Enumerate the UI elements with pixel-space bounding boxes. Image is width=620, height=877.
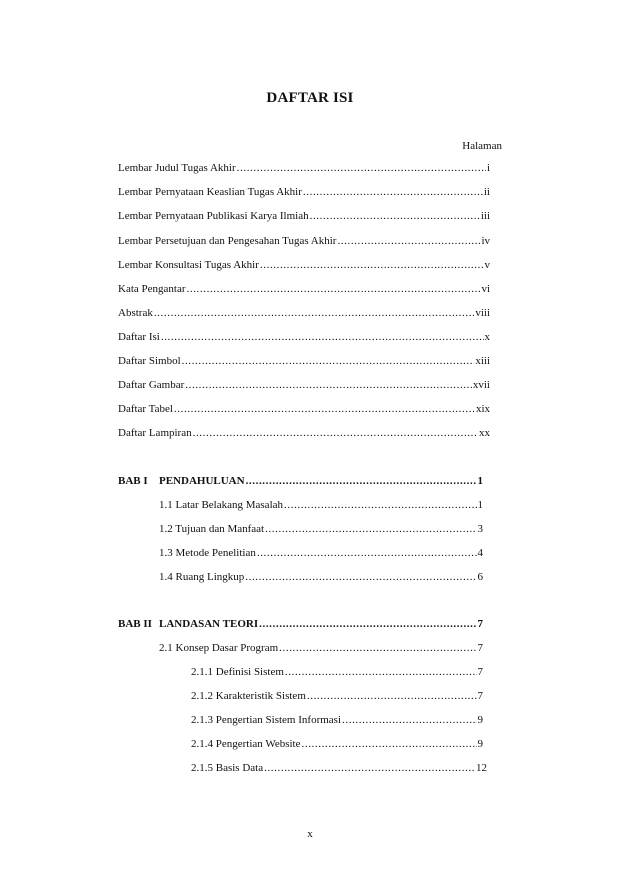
chapter-title: PENDAHULUAN	[159, 475, 245, 487]
page-number-footer: x	[307, 828, 313, 840]
toc-entry-label: Daftar Gambar	[118, 379, 185, 391]
toc-entry-label: Daftar Isi	[118, 331, 160, 343]
dot-leader	[337, 234, 480, 248]
toc-entry-label: Daftar Lampiran	[118, 427, 192, 439]
toc-entry-page: viii	[475, 307, 490, 319]
toc-entry-page: 3	[477, 523, 483, 535]
toc-entry-page: v	[484, 259, 490, 271]
toc-entry-label: 2.1 Konsep Dasar Program	[159, 642, 279, 654]
toc-entry-page: 12	[476, 762, 487, 774]
toc-section[interactable]	[159, 641, 483, 655]
toc-section[interactable]	[159, 498, 483, 512]
toc-entry[interactable]	[118, 330, 490, 344]
toc-subsection[interactable]	[191, 713, 483, 727]
toc-entry-label: 1.1 Latar Belakang Masalah	[159, 499, 284, 511]
toc-entry[interactable]	[118, 209, 490, 223]
toc-subsection[interactable]	[191, 761, 487, 775]
toc-entry-page: xx	[479, 427, 490, 439]
page-title: DAFTAR ISI	[266, 90, 354, 106]
toc-entry-label: Lembar Pernyataan Keaslian Tugas Akhir	[118, 186, 302, 198]
toc-entry-page: iv	[481, 235, 490, 247]
toc-entry-page: 6	[477, 571, 483, 583]
dot-leader	[310, 209, 480, 223]
toc-chapter-bab2[interactable]	[118, 617, 483, 631]
chapter-title: LANDASAN TEORI	[159, 618, 259, 630]
toc-entry-page: iii	[480, 210, 490, 222]
toc-entry-page: vi	[481, 283, 490, 295]
toc-entry-label: 1.4 Ruang Lingkup	[159, 571, 245, 583]
dot-leader	[307, 689, 477, 703]
toc-entry-page: 9	[477, 714, 483, 726]
toc-entry[interactable]	[118, 185, 490, 199]
dot-leader	[260, 258, 484, 272]
toc-entry[interactable]	[118, 234, 490, 248]
toc-entry-label: 2.1.4 Pengertian Website	[191, 738, 301, 750]
toc-entry[interactable]	[118, 258, 490, 272]
toc-entry-page: xiii	[475, 355, 490, 367]
toc-entry-label: Lembar Pernyataan Publikasi Karya Ilmiah	[118, 210, 309, 222]
dot-leader	[154, 306, 475, 320]
chapter-heading	[118, 617, 258, 631]
dot-leader	[285, 665, 477, 679]
chapter-code: BAB II	[118, 618, 152, 630]
chapter-heading	[118, 474, 245, 488]
toc-entry-page: 9	[477, 738, 483, 750]
dot-leader	[259, 617, 476, 631]
toc-entry-label: 2.1.3 Pengertian Sistem Informasi	[191, 714, 342, 726]
toc-entry[interactable]	[118, 426, 490, 440]
dot-leader	[246, 474, 477, 488]
toc-section[interactable]	[159, 546, 483, 560]
dot-leader	[257, 546, 477, 560]
toc-subsection[interactable]	[191, 689, 483, 703]
toc-entry-page: 7	[477, 642, 483, 654]
dot-leader	[185, 378, 472, 392]
toc-entry-label: 1.3 Metode Penelitian	[159, 547, 256, 559]
dot-leader	[174, 402, 475, 416]
toc-subsection[interactable]	[191, 737, 483, 751]
chapter-code: BAB I	[118, 475, 148, 487]
toc-entry[interactable]	[118, 402, 490, 416]
dot-leader	[342, 713, 476, 727]
toc-entry-label: Daftar Simbol	[118, 355, 181, 367]
dot-leader	[187, 282, 481, 296]
toc-entry-page: ii	[483, 186, 490, 198]
dot-leader	[161, 330, 484, 344]
toc-section[interactable]	[159, 570, 483, 584]
dot-leader	[279, 641, 476, 655]
toc-entry-label: 1.2 Tujuan dan Manfaat	[159, 523, 265, 535]
toc-entry-page: 4	[477, 547, 483, 559]
toc-entry-page: xix	[475, 403, 490, 415]
toc-entry-page: 1	[477, 475, 483, 487]
toc-entry[interactable]	[118, 306, 490, 320]
toc-entry[interactable]	[118, 354, 490, 368]
toc-chapter-bab1[interactable]	[118, 474, 483, 488]
toc-section[interactable]	[159, 522, 483, 536]
toc-entry-page: 7	[477, 666, 483, 678]
toc-entry-label: Lembar Judul Tugas Akhir	[118, 162, 236, 174]
dot-leader	[284, 498, 476, 512]
dot-leader	[182, 354, 475, 368]
toc-entry-page: 7	[477, 690, 483, 702]
toc-entry-label: 2.1.5 Basis Data	[191, 762, 264, 774]
toc-entry-page: 7	[477, 618, 483, 630]
toc-entry-page: xvii	[472, 379, 490, 391]
dot-leader	[303, 185, 483, 199]
dot-leader	[193, 426, 478, 440]
toc-entry-label: 2.1.2 Karakteristik Sistem	[191, 690, 306, 702]
toc-subsection[interactable]	[191, 665, 483, 679]
toc-entry-label: Kata Pengantar	[118, 283, 186, 295]
toc-entry[interactable]	[118, 282, 490, 296]
dot-leader	[265, 522, 476, 536]
halaman-label: Halaman	[462, 140, 502, 152]
toc-entry[interactable]	[118, 161, 490, 175]
toc-entry-label: Lembar Konsultasi Tugas Akhir	[118, 259, 259, 271]
toc-entry-label: Lembar Persetujuan dan Pengesahan Tugas Akhir	[118, 235, 337, 247]
dot-leader	[264, 761, 475, 775]
toc-entry-label: Daftar Tabel	[118, 403, 173, 415]
dot-leader	[302, 737, 477, 751]
toc-entry-page: 1	[477, 499, 483, 511]
dot-leader	[237, 161, 486, 175]
dot-leader	[245, 570, 476, 584]
toc-entry[interactable]	[118, 378, 490, 392]
toc-entry-page: x	[484, 331, 490, 343]
toc-entry-page: i	[486, 162, 490, 174]
toc-entry-label: Abstrak	[118, 307, 153, 319]
toc-entry-label: 2.1.1 Definisi Sistem	[191, 666, 284, 678]
